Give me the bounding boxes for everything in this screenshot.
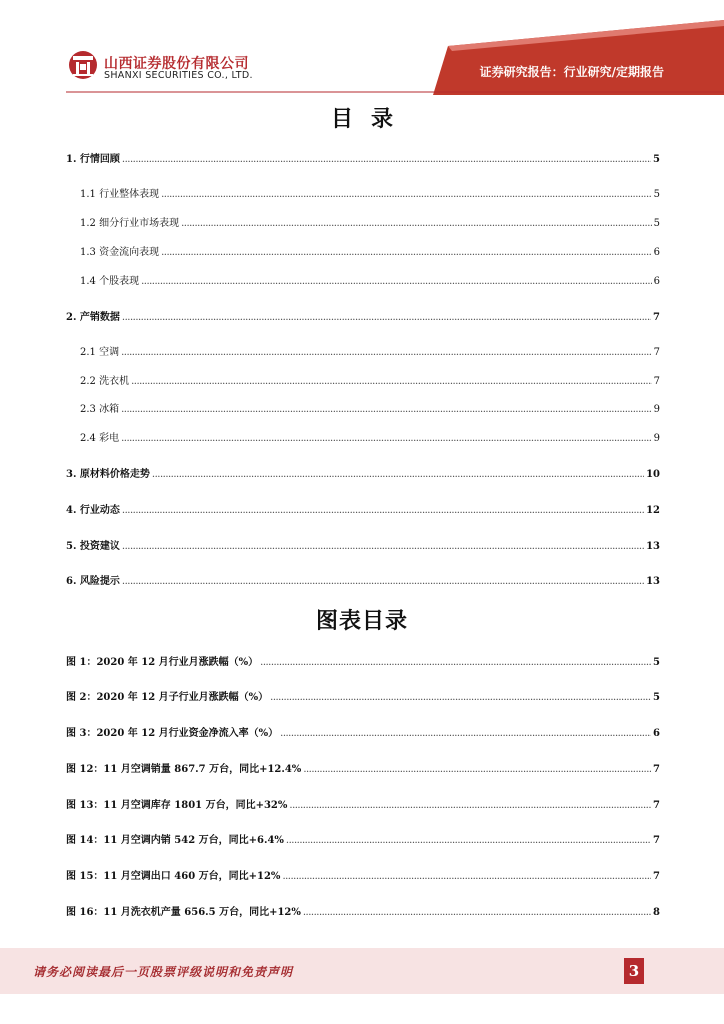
figure-entry-label: 图 14：11 月空调内销 542 万台，同比+6.4%	[66, 835, 284, 846]
toc-entry[interactable]	[80, 243, 660, 257]
figure-entry[interactable]	[66, 724, 660, 738]
report-type-banner: 证券研究报告：行业研究/定期报告	[479, 65, 664, 79]
toc-entry-label: 1.4 个股表现	[80, 276, 140, 287]
figure-entry-page: 7	[653, 835, 660, 846]
figure-entry[interactable]	[66, 688, 660, 702]
toc-entry[interactable]	[66, 150, 660, 164]
toc-entry-label: 1.1 行业整体表现	[80, 189, 160, 200]
figure-entry-page: 7	[653, 800, 660, 811]
toc-entry-page: 5	[653, 154, 660, 165]
disclaimer-notice: 请务必阅读最后一页股票评级说明和免责声明	[33, 965, 294, 979]
toc-entry-label: 2. 产销数据	[66, 312, 120, 323]
toc-entry-label: 1. 行情回顾	[66, 154, 120, 165]
toc-entry-page: 7	[653, 312, 660, 323]
figure-entry-page: 6	[653, 728, 660, 739]
figure-entry-label: 图 12：11 月空调销量 867.7 万台，同比+12.4%	[66, 764, 302, 775]
toc-title: 目录	[330, 107, 411, 132]
toc-entry-page: 9	[653, 404, 660, 415]
toc-entry-label: 1.3 资金流向表现	[80, 247, 160, 258]
toc-entry[interactable]	[66, 537, 660, 551]
figure-entry-label: 图 1：2020 年 12 月行业月涨跌幅（%）	[66, 657, 259, 668]
figure-entry-page: 5	[653, 657, 660, 668]
toc-entry[interactable]	[66, 572, 660, 586]
figure-entry-label: 图 13：11 月空调库存 1801 万台，同比+32%	[66, 800, 288, 811]
toc-entry-page: 9	[653, 433, 660, 444]
toc-entry-page: 5	[653, 218, 660, 229]
figure-entry[interactable]	[66, 796, 660, 810]
figure-entry-page: 5	[653, 692, 660, 703]
toc-entry-label: 2.2 洗衣机	[80, 376, 130, 387]
figure-entry[interactable]	[66, 760, 660, 774]
page-header	[0, 0, 724, 95]
toc-entry[interactable]	[66, 308, 660, 322]
toc-entry-label: 1.2 细分行业市场表现	[80, 218, 180, 229]
toc-entry[interactable]	[80, 429, 660, 443]
toc-entry-label: 2.4 彩电	[80, 433, 120, 444]
figure-entry-label: 图 15：11 月空调出口 460 万台，同比+12%	[66, 871, 281, 882]
figure-list-title: 图表目录	[315, 609, 408, 634]
toc-entry-page: 12	[646, 505, 660, 516]
toc-entry[interactable]	[80, 400, 660, 414]
figure-entry[interactable]	[66, 831, 660, 845]
toc-entry-label: 6. 风险提示	[66, 576, 120, 587]
toc-entry[interactable]	[80, 272, 660, 286]
toc-entry[interactable]	[80, 343, 660, 357]
toc-entry[interactable]	[80, 214, 660, 228]
page-number: 3	[624, 958, 644, 984]
figure-entry-page: 7	[653, 764, 660, 775]
toc-entry-page: 5	[653, 189, 660, 200]
toc-entry-label: 3. 原材料价格走势	[66, 469, 150, 480]
company-name-en: SHANXI SECURITIES CO., LTD.	[104, 70, 253, 81]
toc-entry-label: 4. 行业动态	[66, 505, 120, 516]
toc-entry-label: 2.1 空调	[80, 347, 120, 358]
toc-entry[interactable]	[66, 501, 660, 515]
toc-entry[interactable]	[66, 465, 660, 479]
figure-entry[interactable]	[66, 903, 660, 917]
toc-entry-page: 7	[653, 376, 660, 387]
toc-entry[interactable]	[80, 372, 660, 386]
toc-entry-label: 5. 投资建议	[66, 541, 120, 552]
company-name-cn: 山西证券股份有限公司	[104, 56, 249, 72]
toc-entry-page: 6	[653, 247, 660, 258]
figure-entry-page: 8	[653, 907, 660, 918]
toc-entry[interactable]	[80, 185, 660, 199]
toc-entry-page: 13	[646, 576, 660, 587]
figure-entry[interactable]	[66, 653, 660, 667]
toc-entry-page: 7	[653, 347, 660, 358]
figure-entry[interactable]	[66, 867, 660, 881]
figure-entry-label: 图 2：2020 年 12 月子行业月涨跌幅（%）	[66, 692, 269, 703]
toc-entry-page: 6	[653, 276, 660, 287]
toc-entry-page: 13	[646, 541, 660, 552]
figure-entry-label: 图 16：11 月洗衣机产量 656.5 万台，同比+12%	[66, 907, 301, 918]
figure-entry-page: 7	[653, 871, 660, 882]
company-logo-icon	[68, 50, 98, 80]
toc-entry-page: 10	[646, 469, 660, 480]
figure-entry-label: 图 3：2020 年 12 月行业资金净流入率（%）	[66, 728, 279, 739]
toc-entry-label: 2.3 冰箱	[80, 404, 120, 415]
